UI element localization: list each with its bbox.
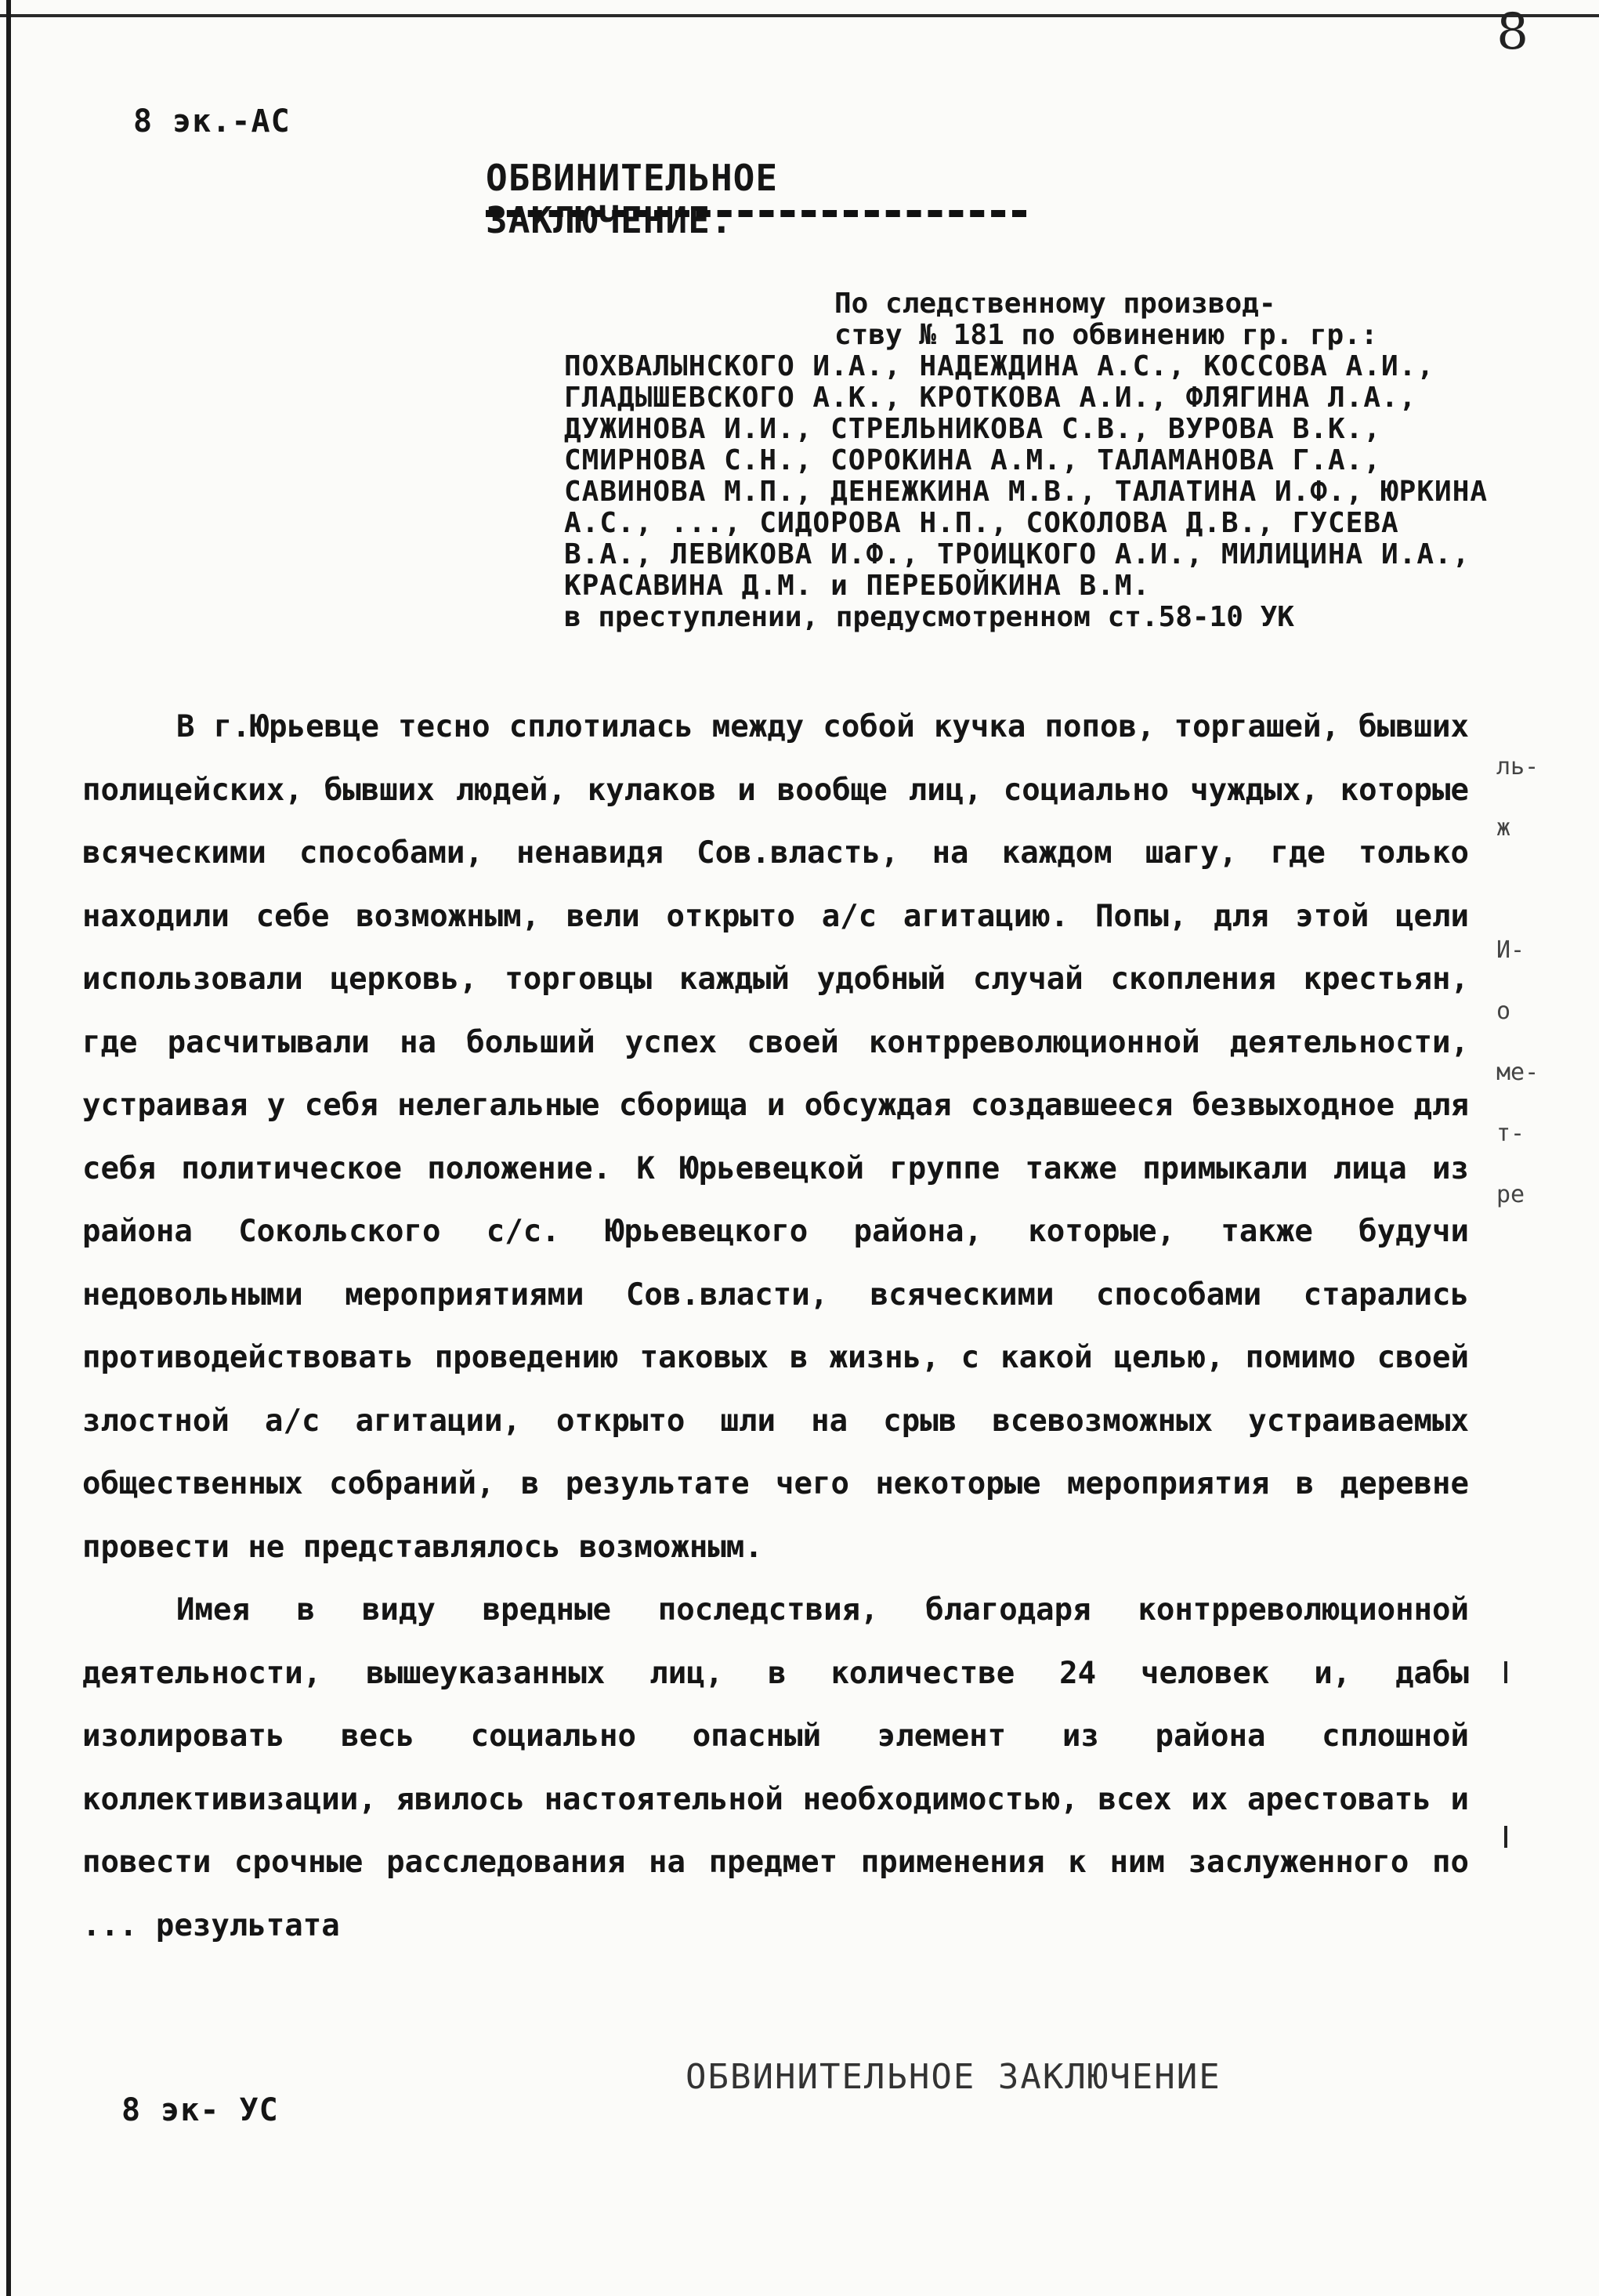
- charge-line: в преступлении, предусмотренном ст.58-10 УК: [564, 601, 1294, 633]
- paragraph-2: Имея в виду вредные последствия, благодаря контрреволюционной деятельности, вышеуказанных лиц, в количестве 24 человек и, дабы изолировать весь социально опасный элемент из района сплошной коллективизации, явилось настоятельной необходимостью, всех их арестовать и повести срочные расследования на предмет применения к ним заслуженного по ... результата: [82, 1592, 1469, 1943]
- margin-note: [1496, 859, 1583, 920]
- copies-label-bottom: 8 эк- УС: [121, 2092, 279, 2128]
- document-title: ОБВИНИТЕЛЬНОЕ ЗАКЛЮЧЕНИЕ.: [486, 157, 779, 241]
- document-body: [82, 696, 1469, 1957]
- case-line-1: По следственному производ-: [834, 288, 1276, 320]
- case-header: [564, 288, 1489, 633]
- page-edge-left: [6, 0, 11, 2296]
- margin-note: ж: [1496, 814, 1511, 842]
- bottom-stamp: ОБВИНИТЕЛЬНОЕ ЗАКЛЮЧЕНИЕ: [686, 2057, 1221, 2097]
- margin-notes: [1496, 737, 1583, 1226]
- margin-note: ре: [1496, 1181, 1525, 1208]
- margin-note: И-: [1496, 936, 1525, 964]
- margin-note: т-: [1496, 1120, 1525, 1147]
- paragraph-1: В г.Юрьевце тесно сплотилась между собой кучка попов, торгашей, бывших полицейских, бывших людей, кулаков и вообще лиц, социально чуждых, которые всяческими способами, ненавидя Сов.власть, на каждом шагу, где только находили себе возможным, вели открыто а/с агитацию. Попы, для этой цели использовали церковь, торговцы каждый удобный случай скопления крестьян, где расчитывали на больший успех своей контрреволюционной деятельности, устраивая у себя нелегальные сборища и обсуждая создавшееся безвыходное для себя политическое положение. К Юрьевецкой группе также примыкали лица из района Сокольского с/с. Юрьевецкого района, которые, также будучи недовольными мероприятиями Сов.власти, всяческими способами старались противодействовать проведению таковых в жизнь, с какой целью, помимо своей злостной а/с агитации, открыто шли на срыв всевозможных устраиваемых общественных собраний, в результате чего некоторые мероприятия в деревне провести не представлялось возможным.: [82, 709, 1469, 1565]
- margin-tick: [1504, 1661, 1507, 1683]
- margin-note: о: [1496, 998, 1511, 1025]
- margin-note: ль-: [1496, 753, 1539, 780]
- margin-tick: [1504, 1826, 1507, 1848]
- margin-note: ме-: [1496, 1059, 1539, 1086]
- copies-label-top: 8 эк.-АС: [133, 103, 291, 139]
- accused-names: ПОХВАЛЫНСКОГО И.А., НАДЕЖДИНА А.С., КОССОВА А.И., ГЛАДЫШЕВСКОГО А.К., КРОТКОВА А.И., ФЛЯГИНА Л.А., ДУЖИНОВА И.И., СТРЕЛЬНИКОВА С.В., ВУРОВА В.К., СМИРНОВА С.Н., СОРОКИНА А.М., ТАЛАМАНОВА Г.А., САВИНОВА М.П., ДЕНЕЖКИНА М.В., ТАЛАТИНА И.Ф., ЮРКИНА А.С., ..., СИДОРОВА Н.П., СОКОЛОВА Д.В., ГУСЕВА В.А., ЛЕВИКОВА И.Ф., ТРОИЦКОГО А.И., МИЛИЦИНА И.А., КРАСАВИНА Д.М. и ПЕРЕБОЙКИНА В.М.: [564, 350, 1489, 602]
- case-line-2: ству № 181 по обвинению гр. гр.:: [834, 319, 1378, 351]
- page-number: 8: [1496, 3, 1528, 61]
- page-edge-top: [0, 14, 1599, 17]
- title-underline: [486, 210, 1026, 217]
